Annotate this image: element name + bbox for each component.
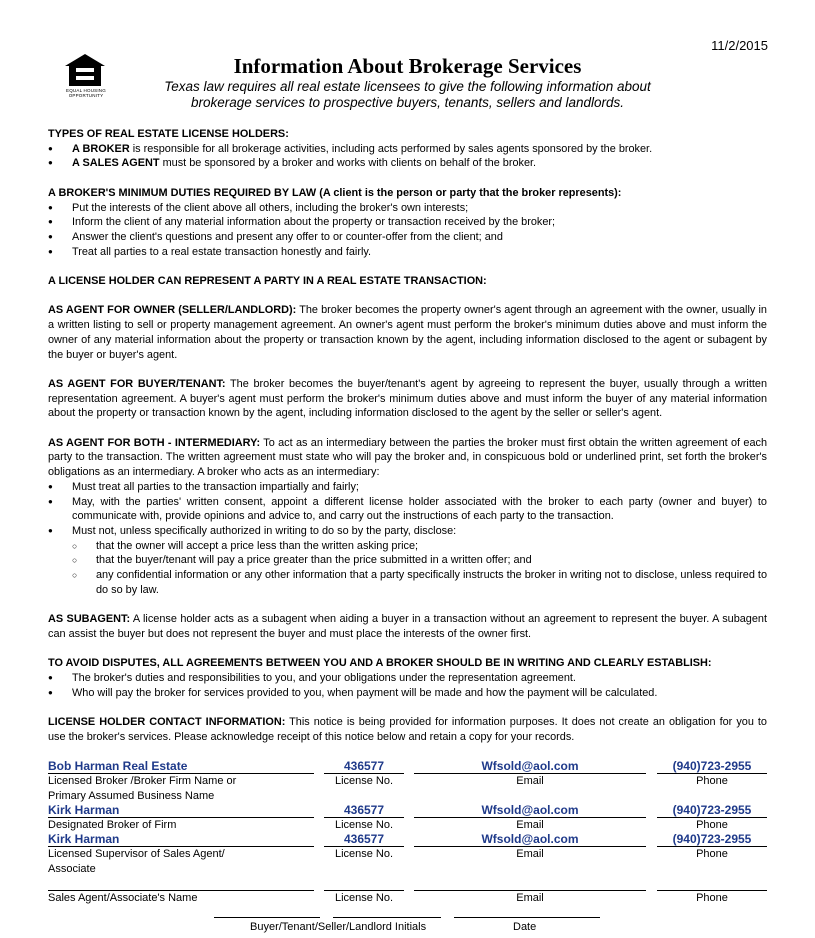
- intermediary-sublist: [48, 539, 767, 598]
- document-date: 11/2/2015: [711, 38, 768, 53]
- list-item: ● Put the interests of the client above all others, including the broker's own interests;: [48, 201, 767, 216]
- subagent-text: A license holder acts as a subagent when aiding a buyer in a transaction without an agreement to represent the buyer. A subagent can assist the buyer but does not represent the buyer and must place the interests of the owner first.: [48, 613, 768, 640]
- sub-list-item: ○ that the buyer/tenant will pay a price greater than the price submitted in a written offer; and: [48, 553, 767, 568]
- email-label: Email: [516, 775, 544, 787]
- phone-label: Phone: [696, 775, 728, 787]
- supervisor-field[interactable]: Kirk Harman: [48, 832, 314, 847]
- contact-paragraph: [48, 715, 767, 744]
- types-heading: TYPES OF REAL ESTATE LICENSE HOLDERS:: [48, 128, 289, 140]
- supervisor-phone-field[interactable]: (940)723-2955: [657, 832, 767, 847]
- sub-list-item: ○ that the owner will accept a price less than the written asking price;: [48, 539, 767, 554]
- contact-text: This notice is being provided for information purposes. It does not create an obligation for you to use the broker's services. Please acknowledge receipt of this notice below and retain a copy for your records.: [48, 716, 767, 743]
- owner-text: The broker becomes the property owner's agent through an agreement with the owner, usually in a written listing to sell or property management agreement. An owner's agent must perform the broker's minimum duties above and must inform the owner of any material information about the property or transaction known by the agent, including information disclosed to the agent or subagent by the buyer or buyer's agent.: [48, 304, 767, 361]
- phone-label: Phone: [696, 892, 728, 904]
- sub-list-item: ○ any confidential information or any other information that a party specifically instructs the broker in writing not to disclose, unless required to do so by law.: [48, 568, 767, 597]
- page-title: Information About Brokerage Services: [233, 54, 582, 78]
- broker-license-field[interactable]: 436577: [324, 759, 404, 774]
- term: A BROKER: [72, 142, 130, 155]
- supervisor-license-field[interactable]: 436577: [324, 832, 404, 847]
- broker-firm-name-field[interactable]: Bob Harman Real Estate: [48, 759, 314, 774]
- types-list: [48, 142, 767, 171]
- owner-paragraph: [48, 303, 767, 362]
- supervisor-label: Licensed Supervisor of Sales Agent/ Associate: [48, 848, 225, 875]
- phone-label: Phone: [696, 819, 728, 831]
- license-label: License No.: [334, 819, 394, 831]
- designated-broker-label: Designated Broker of Firm: [48, 819, 177, 831]
- initials-field-2[interactable]: [333, 905, 441, 918]
- sales-agent-license-field[interactable]: [324, 876, 404, 891]
- represent-heading: A LICENSE HOLDER CAN REPRESENT A PARTY IN A REAL ESTATE TRANSACTION:: [48, 275, 487, 287]
- phone-label: Phone: [696, 848, 728, 860]
- intermediary-text: To act as an intermediary between the parties the broker must first obtain the written agreement of each party to the transaction. The written agreement must state who will pay the broker and, in conspicuous bold or underlined print, set forth the broker's obligations as an intermediary. A broker who acts as an intermediary:: [48, 436, 767, 479]
- list-item: [48, 142, 767, 157]
- document-body: [48, 127, 767, 744]
- email-label: Email: [516, 819, 544, 831]
- supervisor-email-field[interactable]: Wfsold@aol.com: [414, 832, 646, 847]
- list-item: ● Inform the client of any material information about the property or transaction received by the broker;: [48, 215, 767, 230]
- broker-email-field[interactable]: Wfsold@aol.com: [414, 759, 646, 774]
- initials-field-1[interactable]: [214, 905, 320, 918]
- designated-license-field[interactable]: 436577: [324, 803, 404, 818]
- intermediary-lead: AS AGENT FOR BOTH - INTERMEDIARY:: [48, 436, 261, 449]
- sales-agent-phone-field[interactable]: [657, 876, 767, 891]
- sales-agent-name-field[interactable]: [48, 876, 314, 891]
- list-item: ● The broker's duties and responsibilities to you, and your obligations under the representation agreement.: [48, 671, 767, 686]
- page-subtitle: Texas law requires all real estate licensees to give the following information about brokerage services to prospective buyers, tenants, sellers and landlords.: [164, 79, 651, 110]
- designated-email-field[interactable]: Wfsold@aol.com: [414, 803, 646, 818]
- date-field[interactable]: [454, 905, 600, 918]
- logo-caption: EQUAL HOUSING OPPORTUNITY: [66, 88, 106, 98]
- definition: is responsible for all brokerage activities, including acts performed by sales agents sponsored by the broker.: [129, 142, 653, 155]
- list-item: ● Treat all parties to a real estate transaction honestly and fairly.: [48, 245, 767, 260]
- buyer-paragraph: [48, 377, 767, 421]
- term: A SALES AGENT: [72, 157, 160, 170]
- intermediary-list: [48, 480, 767, 539]
- email-label: Email: [516, 892, 544, 904]
- owner-lead: AS AGENT FOR OWNER (SELLER/LANDLORD):: [48, 304, 297, 317]
- email-label: Email: [516, 848, 544, 860]
- subagent-lead: AS SUBAGENT:: [48, 613, 131, 626]
- intermediary-paragraph: [48, 436, 767, 480]
- list-item: ● Must not, unless specifically authorized in writing to do so by the party, disclose:: [48, 524, 767, 539]
- duties-list: [48, 201, 767, 260]
- initials-label: Buyer/Tenant/Seller/Landlord Initials: [250, 921, 427, 933]
- broker-phone-field[interactable]: (940)723-2955: [657, 759, 767, 774]
- buyer-lead: AS AGENT FOR BUYER/TENANT:: [48, 377, 226, 390]
- license-label: License No.: [334, 848, 394, 860]
- broker-firm-label: Licensed Broker /Broker Firm Name or Primary Assumed Business Name: [48, 775, 237, 802]
- duties-heading: A BROKER'S MINIMUM DUTIES REQUIRED BY LAW (A client is the person or party that the broker represents):: [48, 186, 622, 199]
- subagent-paragraph: [48, 612, 767, 641]
- disputes-list: [48, 671, 767, 700]
- list-item: ● Answer the client's questions and present any offer to or counter-offer from the client; and: [48, 230, 767, 245]
- buyer-text: The broker becomes the buyer/tenant's agent by agreeing to represent the buyer, usually through a written representation agreement. A buyer's agent must perform the broker's minimum duties above and must inform the buyer of any material information about the property or transaction known by the agent, including information disclosed to the agent by the seller or seller's agent.: [48, 377, 768, 420]
- designated-phone-field[interactable]: (940)723-2955: [657, 803, 767, 818]
- contact-lead: LICENSE HOLDER CONTACT INFORMATION:: [48, 716, 286, 728]
- list-item: ● Who will pay the broker for services provided to you, when payment will be made and how the payment will be calculated.: [48, 686, 767, 701]
- list-item: ● May, with the parties' written consent, appoint a different license holder associated with the broker to each party (owner and buyer) to communicate with, provide opinions and advice to, and carry out the instructions of each party to the transaction.: [48, 495, 767, 524]
- license-label: License No.: [334, 775, 394, 787]
- sales-agent-label: Sales Agent/Associate's Name: [48, 892, 198, 904]
- disputes-heading: TO AVOID DISPUTES, ALL AGREEMENTS BETWEEN YOU AND A BROKER SHOULD BE IN WRITING AND CLEARLY ESTABLISH:: [48, 657, 712, 670]
- designated-broker-field[interactable]: Kirk Harman: [48, 803, 314, 818]
- sales-agent-email-field[interactable]: [414, 876, 646, 891]
- definition: must be sponsored by a broker and works with clients on behalf of the broker.: [159, 157, 537, 170]
- list-item: ● Must treat all parties to the transaction impartially and fairly;: [48, 480, 767, 495]
- license-label: License No.: [334, 892, 394, 904]
- list-item: [48, 156, 767, 171]
- date-label: Date: [513, 921, 537, 933]
